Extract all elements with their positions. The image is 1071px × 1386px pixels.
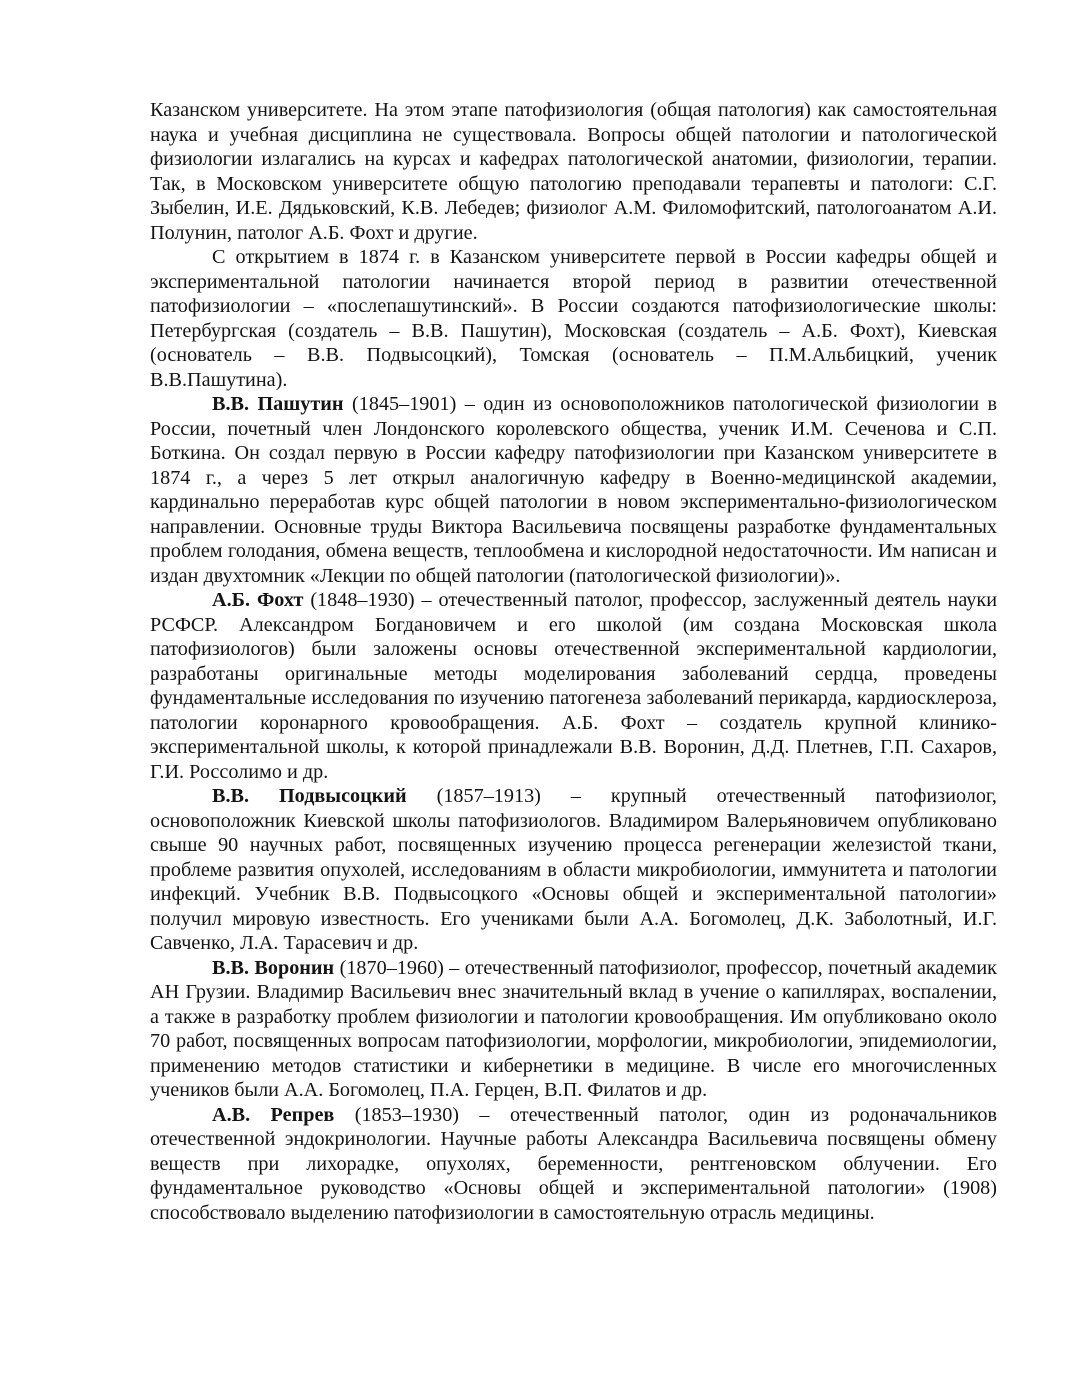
- paragraph-text: (1853–1930) – отечественный патолог, один из родоначальников отечественной эндокринологии. Научные работы Александра Васильевича посвящены обмену веществ при лихорадке, опухолях, беременности, рентгеновском облучении. Его фундаментальное руководство «Основы общей и экспериментальной патологии» (1908) способствовало выделению патофизиологии в самостоятельную отрасль медицины.: [150, 1103, 997, 1224]
- paragraph-voronin: [150, 956, 997, 1103]
- person-name-bold: А.Б. Фохт: [212, 589, 304, 611]
- paragraph-kazan-intro: [150, 98, 997, 245]
- document-page: [150, 98, 997, 1225]
- paragraph-text: (1848–1930) – отечественный патолог, профессор, заслуженный деятель науки РСФСР. Александром Богдановичем и его школой (им создана Московская школа патофизиологов) были заложены основы отечественной экспериментальной кардиологии, разработаны оригинальные методы моделирования заболеваний сердца, проведены фундаментальные исследования по изучению патогенеза заболеваний перикарда, кардиосклероза, патологии коронарного кровообращения. А.Б. Фохт – создатель крупной клинико-экспериментальной школы, к которой принадлежали В.В. Воронин, Д.Д. Плетнев, Г.П. Сахаров, Г.И. Россолимо и др.: [150, 589, 997, 783]
- paragraph-fokht: [150, 588, 997, 784]
- paragraph-reprev: [150, 1103, 997, 1226]
- person-name-bold: В.В. Воронин: [212, 956, 335, 979]
- paragraph-text: Казанском университете. На этом этапе патофизиология (общая патология) как самостоятельная наука и учебная дисциплина не существовала. Вопросы общей патологии и патологической физиологии излагались на курсах и кафедрах патологической анатомии, физиологии, терапии. Так, в Московском университете общую патологию преподавали терапевты и патологи: С.Г. Зыбелин, И.Е. Дядьковский, К.В. Лебедев; физиолог А.М. Филомофитский, патологоанатом А.И. Полунин, патолог А.Б. Фохт и другие.: [150, 99, 997, 244]
- person-name-bold: А.В. Репрев: [212, 1103, 335, 1126]
- paragraph-text: (1857–1913) – крупный отечественный патофизиолог, основоположник Киевской школы патофизиологов. Владимиром Валерьяновичем опубликовано свыше 90 научных работ, посвященных изучению процесса регенерации железистой ткани, проблеме развития опухолей, исследованиям в области микробиологии, иммунитета и патологии инфекций. Учебник В.В. Подвысоцкого «Основы общей и экспериментальной патологии» получил мировую известность. Его учениками были А.А. Богомолец, Д.К. Заболотный, И.Г. Савченко, Л.А. Тарасевич и др.: [150, 785, 997, 954]
- person-name-bold: В.В. Пашутин: [212, 393, 344, 415]
- paragraph-second-period: [150, 245, 997, 392]
- paragraph-pashutin: [150, 392, 997, 588]
- person-name-bold: В.В. Подвысоцкий: [212, 785, 407, 807]
- paragraph-podvysotsky: [150, 784, 997, 956]
- paragraph-text: (1845–1901) – один из основоположников патологической физиологии в России, почетный член Лондонского королевского общества, ученик И.М. Сеченова и С.П. Боткина. Он создал первую в России кафедру патофизиологии при Казанском университете в 1874 г., а через 5 лет открыл аналогичную кафедру в Военно-медицинской академии, кардинально переработав курс общей патологии в новом экспериментально-физиологическом направлении. Основные труды Виктора Васильевича посвящены разработке фундаментальных проблем голодания, обмена веществ, теплообмена и кислородной недостаточности. Им написан и издан двухтомник «Лекции по общей патологии (патологической физиологии)».: [150, 393, 997, 587]
- paragraph-text: (1870–1960) – отечественный патофизиолог, профессор, почетный академик АН Грузии. Владимир Васильевич внес значительный вклад в учение о капиллярах, воспалении, а также в разработку проблем физиологии и патологии кровообращения. Им опубликовано около 70 работ, посвященных вопросам патофизиологии, морфологии, микробиологии, эпидемиологии, применению методов статистики и кибернетики в медицине. В числе его многочисленных учеников были А.А. Богомолец, П.А. Герцен, В.П. Филатов и др.: [150, 956, 997, 1101]
- paragraph-text: С открытием в 1874 г. в Казанском университете первой в России кафедры общей и экспериментальной патологии начинается второй период в развитии отечественной патофизиологии – «послепашутинский». В России создаются патофизиологические школы: Петербургская (создатель – В.В. Пашутин), Московская (создатель – А.Б. Фохт), Киевская (основатель – В.В. Подвысоцкий), Томская (основатель – П.М.Альбицкий, ученик В.В.Пашутина).: [150, 246, 997, 391]
